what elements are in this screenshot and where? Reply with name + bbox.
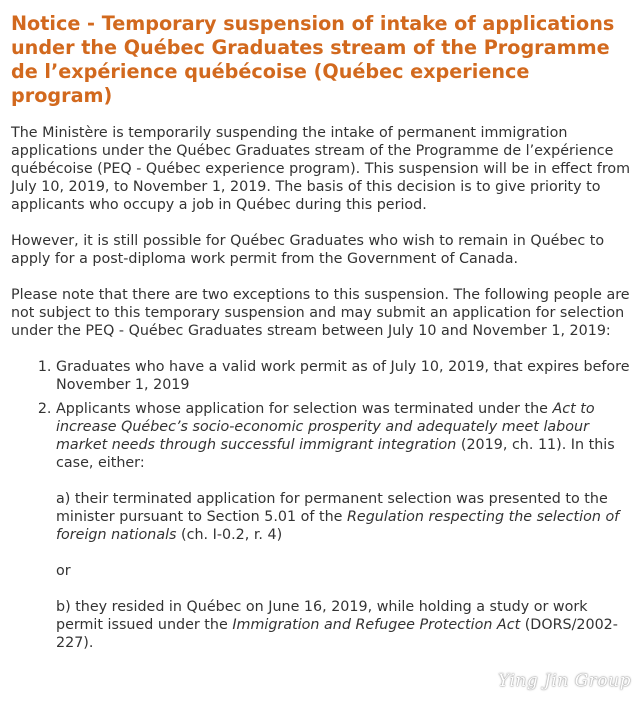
exception-item-1-text: Graduates who have a valid work permit as of July 10, 2019, that expires before November 1, 2019 (56, 359, 630, 393)
option-a (56, 490, 633, 544)
or-text: or (56, 563, 71, 579)
exceptions-list (11, 358, 633, 652)
item2-text-after: (2019, ch. 11). In this case, either: (56, 437, 615, 471)
paragraph-exceptions: Please note that there are two exceptions to this suspension. The following people are not subject to this temporary suspension and may submit an application for selection under the PEQ - Québec Graduates stream between July 10 and November 1, 2019: (11, 287, 630, 339)
regulation-title: Regulation respecting the selection of foreign nationals (56, 509, 620, 543)
exception-item-1 (56, 358, 633, 394)
option-b (56, 598, 633, 652)
option-a-after: (ch. I-0.2, r. 4) (176, 527, 283, 543)
item2-text-before: Applicants whose application for selection was terminated under the (56, 401, 553, 417)
paragraph-suspension: The Ministère is temporarily suspending the intake of permanent immigration applications under the Québec Graduates stream of the Programme de l’expérience québécoise (PEQ - Québec experience program). This suspension will be in effect from July 10, 2019, to November 1, 2019. The basis of this decision is to give priority to applicants who occupy a job in Québec during this period. (11, 125, 631, 213)
notice-title: Notice - Temporary suspension of intake of applications under the Québec Graduates stream of the Programme de l’expérience québécoise (Québec experience program) (11, 12, 615, 107)
option-b-before: b) they resided in Québec on June 16, 2019, while holding a study or work permit issued under the (56, 599, 588, 633)
option-a-before: a) their terminated application for permanent selection was presented to the minister pursuant to Section 5.01 of the (56, 491, 608, 525)
option-b-after: (DORS/2002-227). (56, 617, 618, 651)
exception-item-2 (56, 400, 633, 652)
notice-page (11, 12, 633, 652)
irpa-title: Immigration and Refugee Protection Act (232, 617, 521, 633)
paragraph-work-permit: However, it is still possible for Québec Graduates who wish to remain in Québec to apply for a post-diploma work permit from the Government of Canada. (11, 233, 605, 267)
act-title: Act to increase Québec’s socio-economic prosperity and adequately meet labour market needs through successful immigrant integration (56, 401, 595, 453)
watermark-logo: Ying Jin Group (498, 671, 631, 691)
exception-item-2-intro (56, 400, 633, 472)
